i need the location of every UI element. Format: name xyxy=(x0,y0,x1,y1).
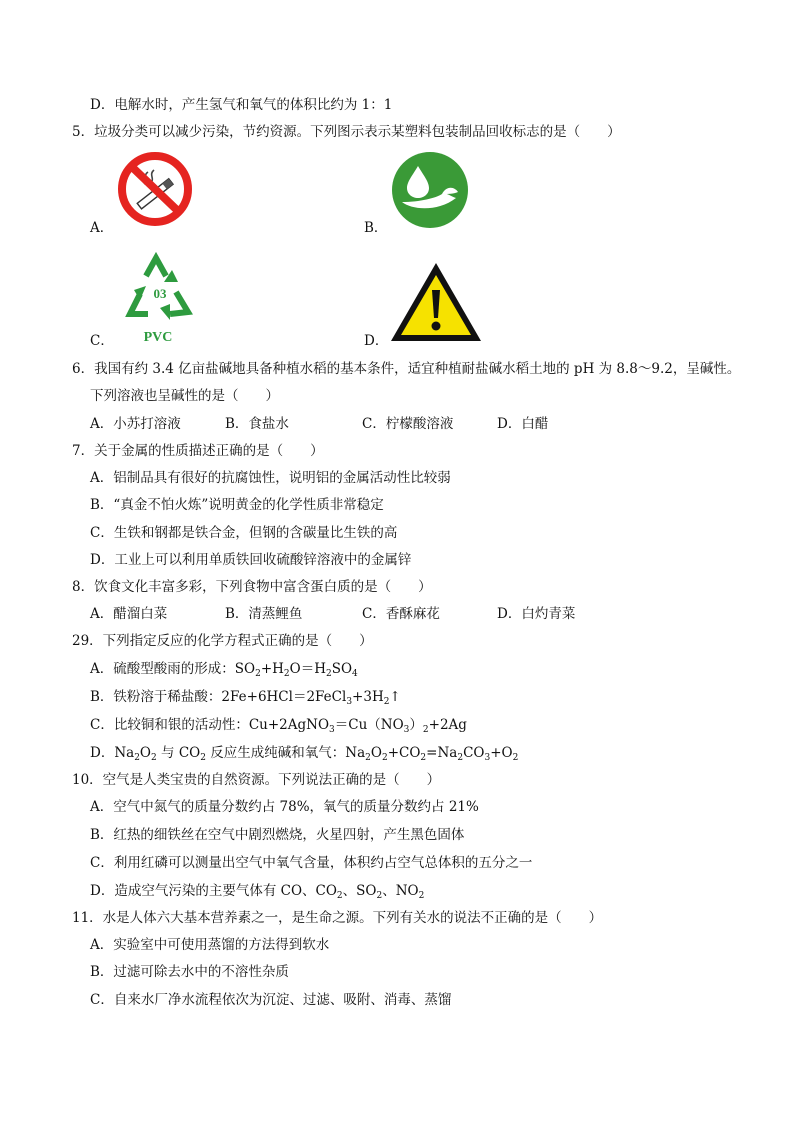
q6-option-d: D．白醋 xyxy=(497,416,549,432)
q10-option-d: D．造成空气污染的主要气体有 CO、$CO_2$、$SO_2$、$NO_2$ xyxy=(90,883,425,901)
q5-label-c: C． xyxy=(90,333,114,349)
q9-option-c: C．比较铜和银的活动性：$Cu+2AgNO_3=Cu(NO_3)_2+2Ag$ xyxy=(90,717,467,735)
q9-stem: 29．下列指定反应的化学方程式正确的是（ ） xyxy=(72,633,373,649)
q6-option-b: B．食盐水 xyxy=(225,416,289,432)
q8-option-d: D．白灼青菜 xyxy=(497,606,576,622)
q6-stem-line2: 下列溶液也呈碱性的是（ ） xyxy=(90,388,279,404)
q9-option-b: B．铁粉溶于稀盐酸：$2Fe+6HCl=2FeCl_3+3H_2↑$ xyxy=(90,689,401,707)
water-saving-icon[interactable] xyxy=(390,150,470,230)
pvc-recycle-icon[interactable] xyxy=(116,246,204,346)
q6-option-a: A．小苏打溶液 xyxy=(90,416,181,432)
q11-option-b: B．过滤可除去水中的不溶性杂质 xyxy=(90,964,289,980)
q8-option-a: A．醋溜白菜 xyxy=(90,606,168,622)
q7-option-d: D．工业上可以利用单质铁回收硫酸锌溶液中的金属锌 xyxy=(90,552,412,568)
q9-option-d: D．$Na_2O_2$ 与 $CO_2$ 反应生成纯碱和氧气：$Na_2O_2+CO_2=Na_2CO_3+O_2$ xyxy=(90,745,519,763)
q8-option-b: B．清蒸鲤鱼 xyxy=(225,606,303,622)
q7-stem: 7．关于金属的性质描述正确的是（ ） xyxy=(72,443,324,459)
q10-option-a: A．空气中氮气的质量分数约占 78%，氧气的质量分数约占 21% xyxy=(90,799,479,815)
no-smoking-icon[interactable] xyxy=(116,150,194,228)
recycle-code-text: 03 xyxy=(153,286,167,301)
q4-option-d: D．电解水时，产生氢气和氧气的体积比约为 1：1 xyxy=(90,97,393,113)
q5-label-b: B． xyxy=(364,220,388,236)
q6-stem-line1: 6．我国有约 3.4 亿亩盐碱地具备种植水稻的基本条件，适宜种植耐盐碱水稻土地的 pH 为 8.8～9.2，呈碱性。 xyxy=(72,361,741,377)
q6-option-c: C．柠檬酸溶液 xyxy=(362,416,454,432)
q11-option-c: C．自来水厂净水流程依次为沉淀、过滤、吸附、消毒、蒸馏 xyxy=(90,992,452,1008)
q11-stem: 11．水是人体六大基本营养素之一，是生命之源。下列有关水的说法不正确的是（ ） xyxy=(72,910,603,926)
q7-option-b: B．“真金不怕火炼”说明黄金的化学性质非常稳定 xyxy=(90,497,384,513)
q10-option-b: B．红热的细铁丝在空气中剧烈燃烧，火星四射，产生黑色固体 xyxy=(90,827,465,843)
q5-stem: 5．垃圾分类可以减少污染，节约资源。下列图示表示某塑料包装制品回收标志的是（ ） xyxy=(72,124,621,140)
q11-option-a: A．实验室中可使用蒸馏的方法得到软水 xyxy=(90,937,330,953)
q5-label-a: A． xyxy=(90,220,114,236)
q7-option-c: C．生铁和钢都是铁合金，但钢的含碳量比生铁的高 xyxy=(90,525,398,541)
q8-option-c: C．香酥麻花 xyxy=(362,606,440,622)
q9-option-a: A．硫酸型酸雨的形成：$SO_2+H_2O=H_2SO_4$ xyxy=(90,661,358,679)
q10-stem: 10．空气是人类宝贵的自然资源。下列说法正确的是（ ） xyxy=(72,772,441,788)
q8-stem: 8．饮食文化丰富多彩，下列食物中富含蛋白质的是（ ） xyxy=(72,579,432,595)
q7-option-a: A．铝制品具有很好的抗腐蚀性，说明铝的金属活动性比较弱 xyxy=(90,470,451,486)
q5-label-d: D． xyxy=(364,333,389,349)
recycle-material-text: PVC xyxy=(143,330,173,345)
warning-icon[interactable] xyxy=(388,260,484,344)
q10-option-c: C．利用红磷可以测量出空气中氧气含量，体积约占空气总体积的五分之一 xyxy=(90,855,533,871)
